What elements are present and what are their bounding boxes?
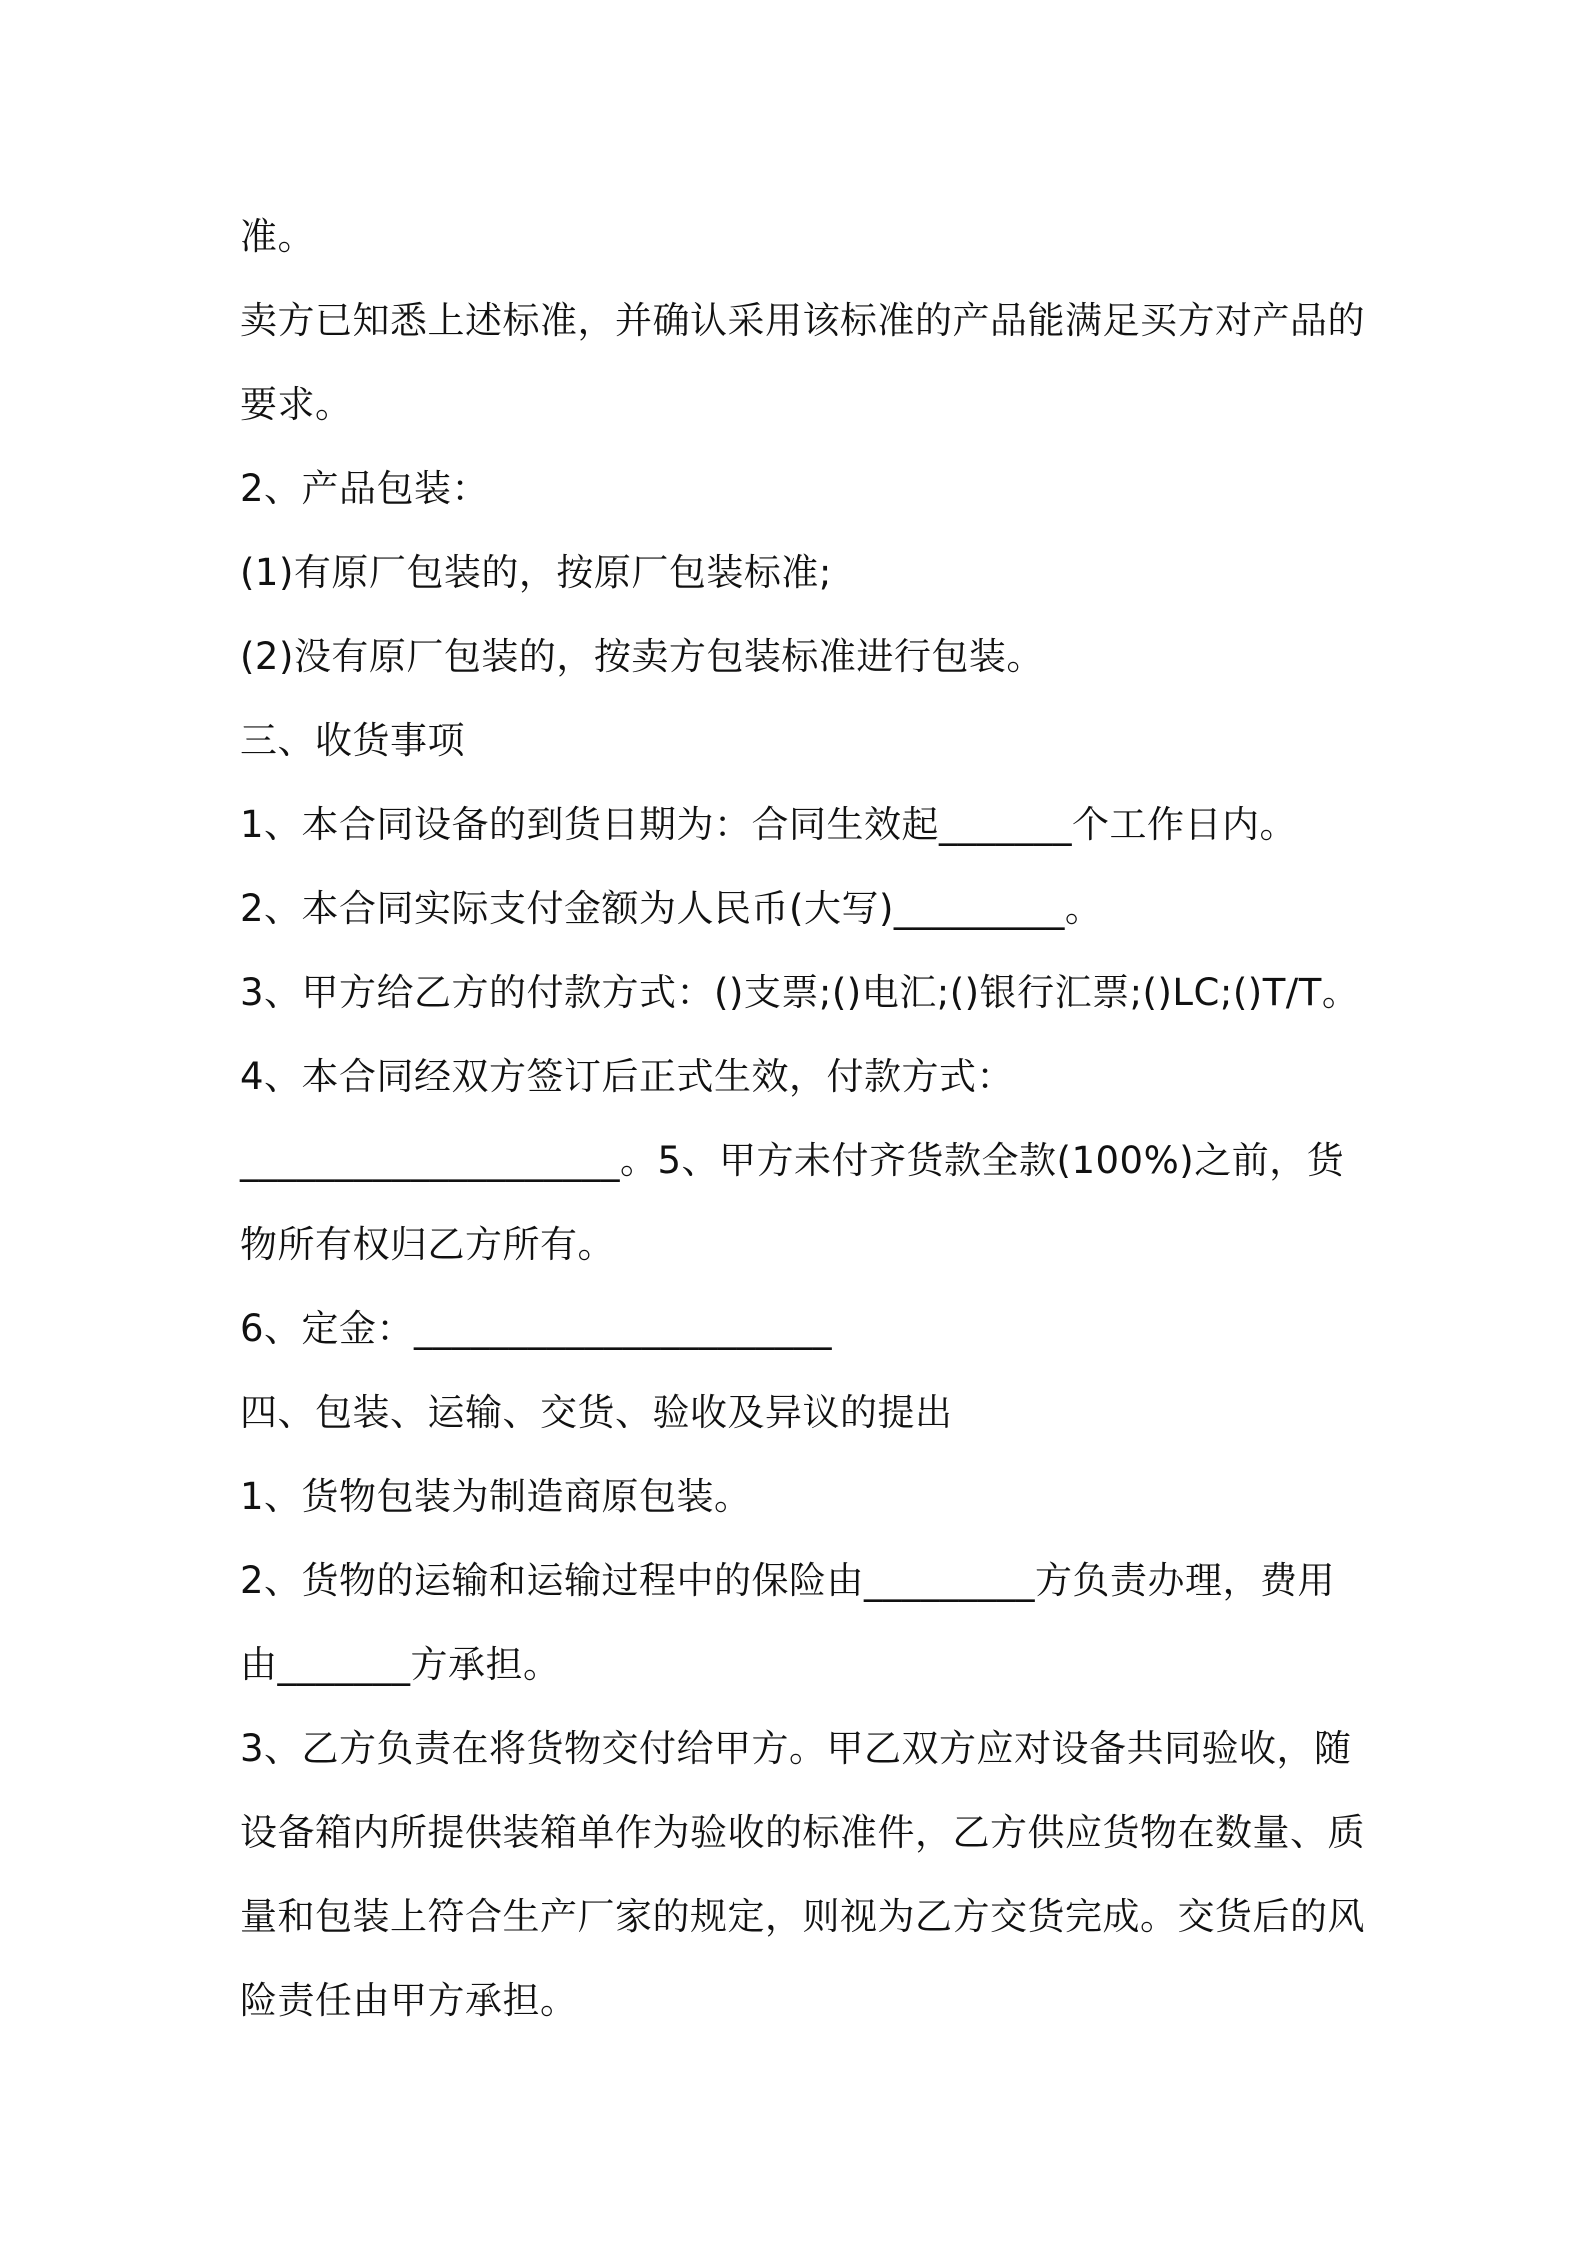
text-line: 准。 — [240, 215, 315, 258]
text-line: 险责任由甲方承担。 — [240, 1979, 578, 2022]
text-line: 2、本合同实际支付金额为人民币(大写)_________。 — [240, 887, 1103, 930]
text-line: 1、本合同设备的到货日期为：合同生效起_______个工作日内。 — [240, 803, 1298, 846]
text-line: 物所有权归乙方所有。 — [240, 1223, 615, 1266]
text-line: 由_______方承担。 — [240, 1643, 561, 1686]
text-line: 2、货物的运输和运输过程中的保险由_________方负责办理，费用 — [240, 1559, 1336, 1602]
text-line: (2)没有原厂包装的，按卖方包装标准进行包装。 — [240, 635, 1044, 678]
text-line: ____________________。5、甲方未付齐货款全款(100%)之前，货 — [240, 1139, 1345, 1182]
text-line: 量和包装上符合生产厂家的规定，则视为乙方交货完成。交货后的风 — [240, 1895, 1365, 1938]
section-heading-receiving: 三、收货事项 — [240, 719, 465, 762]
text-line: 3、甲方给乙方的付款方式：()支票;()电汇;()银行汇票;()LC;()T/T。 — [240, 971, 1360, 1014]
document-body — [240, 195, 1365, 2043]
text-line: 4、本合同经双方签订后正式生效，付款方式： — [240, 1055, 1015, 1098]
section-heading-packaging: 2、产品包装： — [240, 467, 490, 510]
text-line: 3、乙方负责在将货物交付给甲方。甲乙双方应对设备共同验收，随 — [240, 1727, 1352, 1770]
section-heading-delivery: 四、包装、运输、交货、验收及异议的提出 — [240, 1391, 953, 1434]
text-line: 6、定金：______________________ — [240, 1307, 833, 1350]
text-line: 1、货物包装为制造商原包装。 — [240, 1475, 752, 1518]
text-line: 设备箱内所提供装箱单作为验收的标准件，乙方供应货物在数量、质 — [240, 1811, 1365, 1854]
text-line: 卖方已知悉上述标准，并确认采用该标准的产品能满足买方对产品的 — [240, 299, 1365, 342]
text-line: (1)有原厂包装的，按原厂包装标准; — [240, 551, 832, 594]
text-line: 要求。 — [240, 383, 353, 426]
